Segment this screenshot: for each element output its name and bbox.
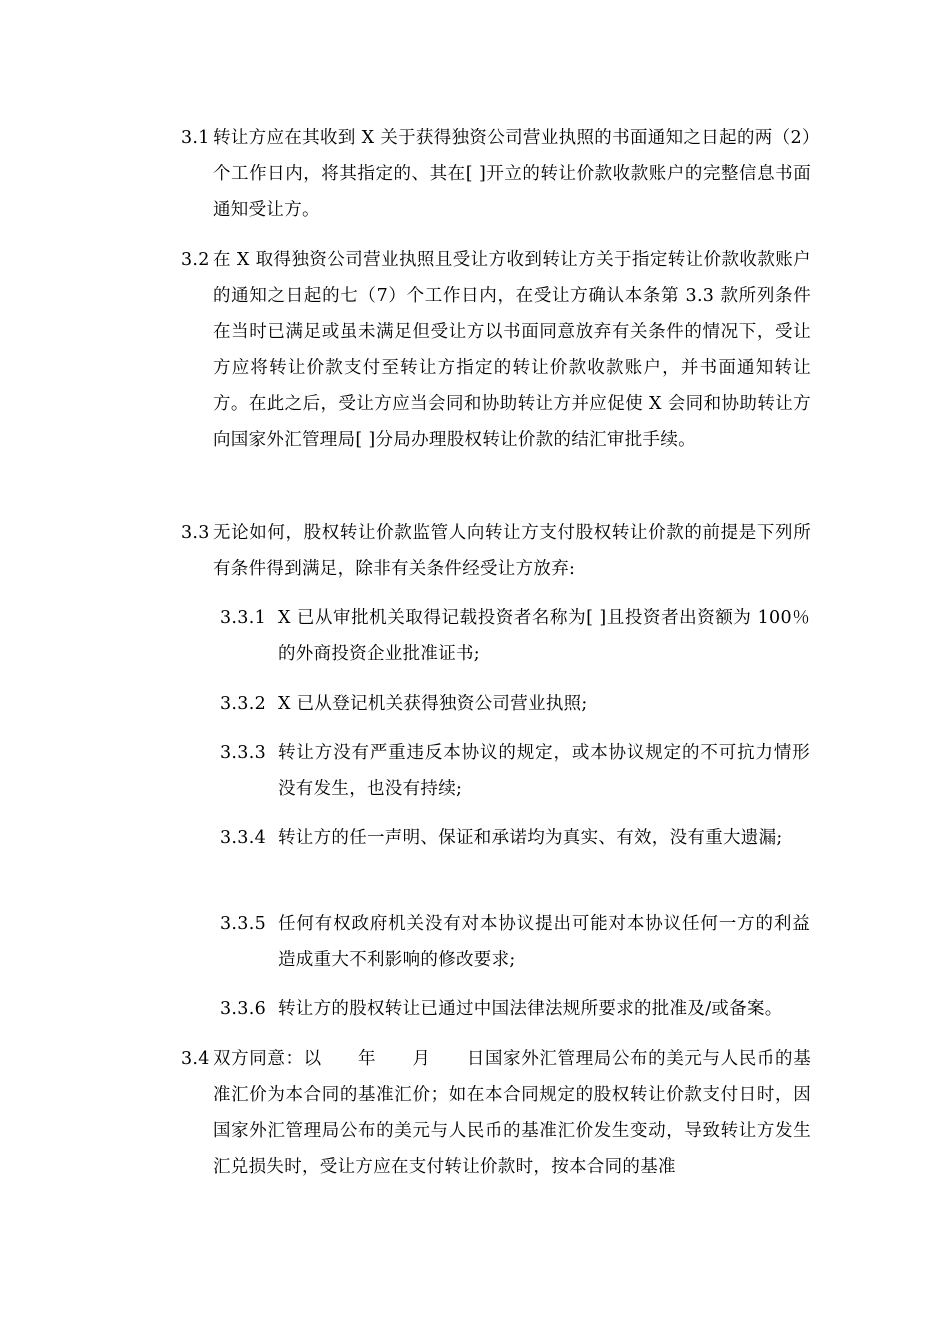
subclause-text: 任何有权政府机关没有对本协议提出可能对本协议任何一方的利益造成重大不利影响的修改要求; bbox=[278, 914, 810, 970]
clause-text: 无论如何，股权转让价款监管人向转让方支付股权转让价款的前提是下列所有条件得到满足，除非有关条件经受让方放弃: bbox=[213, 523, 811, 579]
clause-text: 双方同意：以 年 月 日国家外汇管理局公布的美元与人民币的基准汇价为本合同的基准汇价；如在本合同规定的股权转让价款支付日时，因国家外汇管理局公布的美元与人民币的基准汇价发生变动，导致转让方发生汇兑损失时，受让方应在支付转让价款时，按本合同的基准 bbox=[213, 1049, 811, 1177]
subclause-text: X 已从登记机关获得独资公司营业执照; bbox=[278, 694, 588, 714]
subclause-number: 3.3.5 bbox=[220, 914, 267, 934]
clause-number: 3.2 bbox=[181, 250, 210, 270]
clause-3-1 bbox=[181, 120, 811, 228]
subclause-number: 3.3.4 bbox=[220, 828, 267, 848]
clause-number: 3.4 bbox=[181, 1049, 210, 1069]
subclause-3-3-2 bbox=[220, 686, 810, 722]
subclause-text: 转让方的股权转让已通过中国法律法规所要求的批准及/或备案。 bbox=[278, 999, 783, 1019]
subclause-number: 3.3.6 bbox=[220, 999, 267, 1019]
clause-3-4 bbox=[181, 1041, 811, 1185]
subclause-3-3-4 bbox=[220, 820, 810, 856]
subclause-text: 转让方没有严重违反本协议的规定，或本协议规定的不可抗力情形没有发生，也没有持续; bbox=[278, 743, 810, 799]
subclause-number: 3.3.1 bbox=[220, 608, 267, 628]
subclause-3-3-6 bbox=[220, 991, 810, 1027]
clause-number: 3.1 bbox=[181, 128, 210, 148]
subclause-text: X 已从审批机关取得记载投资者名称为[ ]且投资者出资额为 100％的外商投资企业批准证书; bbox=[278, 608, 810, 664]
subclause-3-3-3 bbox=[220, 735, 810, 807]
subclause-3-3-1 bbox=[220, 600, 810, 672]
clause-text: 转让方应在其收到 X 关于获得独资公司营业执照的书面通知之日起的两（2）个工作日内，将其指定的、其在[ ]开立的转让价款收款账户的完整信息书面通知受让方。 bbox=[213, 128, 811, 220]
clause-3-3 bbox=[181, 515, 811, 587]
clause-text: 在 X 取得独资公司营业执照且受让方收到转让方关于指定转让价款收款账户的通知之日起的七（7）个工作日内，在受让方确认本条第 3.3 款所列条件在当时已满足或虽未满足但受让方以书面同意放弃有关条件的情况下，受让方应将转让价款支付至转让方指定的转让价款收款账户，并书面通知转让方。在此之后，受让方应当会同和协助转让方并应促使 X 会同和协助转让方向国家外汇管理局[ ]分局办理股权转让价款的结汇审批手续。 bbox=[213, 250, 811, 450]
clause-3-2 bbox=[181, 242, 811, 458]
subclause-3-3-5 bbox=[220, 906, 810, 978]
subclause-number: 3.3.3 bbox=[220, 743, 267, 763]
subclause-number: 3.3.2 bbox=[220, 694, 267, 714]
clause-number: 3.3 bbox=[181, 523, 210, 543]
subclause-text: 转让方的任一声明、保证和承诺均为真实、有效，没有重大遗漏; bbox=[278, 828, 783, 848]
